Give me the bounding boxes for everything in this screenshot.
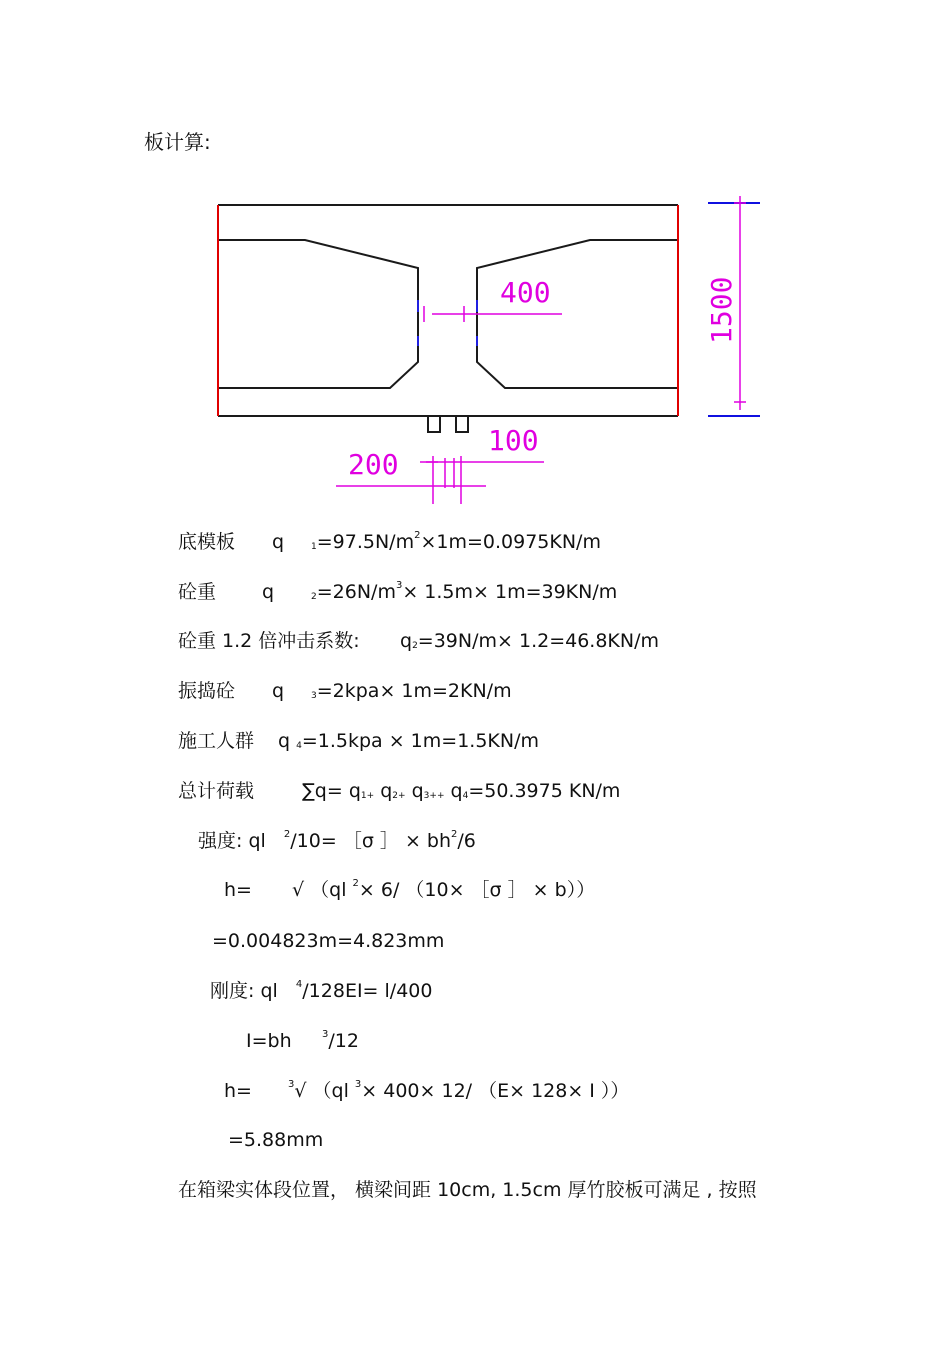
formula-stiffness: 刚度: ql $^4$/128EI= l/400 (210, 979, 433, 1002)
inertia-label: I=bh (246, 1030, 292, 1052)
formula-expression: $^3$√ （ql $^3$× 400× 12/ （E× 128× I ）） (288, 1079, 630, 1102)
formula-expression: q2=39N/m× 1.2=46.8KN/m (400, 630, 659, 652)
label-impact-factor: 砼重 1.2 倍冲击系数: (178, 630, 360, 652)
formula-expression: $^3$/12 (322, 1029, 359, 1052)
label-construction-crowd: 施工人群 (178, 730, 255, 752)
formula-expression: √ （ql $^2$× 6/ （10× ［σ ］ × b）） (292, 878, 596, 901)
formula-strength: 强度: ql $^2$/10= ［σ ］ × $bh^2/6$ (198, 829, 476, 852)
section-title: 板计算: (144, 130, 211, 154)
h-label: h= (224, 879, 252, 901)
q-symbol: q (262, 581, 275, 603)
dim-400-label: 400 (500, 276, 551, 309)
q-symbol: q (272, 680, 285, 702)
formula-expression: $1=97.5N/m^2\times 1m=0.0975KN/m$ (311, 530, 601, 553)
conclusion-paragraph: 在箱梁实体段位置， 横梁间距 10cm, 1.5cm 厚竹胶板可满足 , 按照 (178, 1179, 757, 1201)
formula-expression: ∑q= q1+ q2+ q3++ q4=50.3975 KN/m (302, 780, 621, 802)
formula-expression: q 4=1.5kpa × 1m=1.5KN/m (278, 730, 540, 752)
dim-1500-label: 1500 (705, 276, 738, 344)
label-concrete-weight: 砼重 (178, 581, 217, 603)
red-edges (218, 205, 678, 416)
result-strength: =0.004823m=4.823mm (212, 930, 445, 952)
formula-expression: $2=26N/m^3\times 1.5m\times 1m=39KN/m$ (311, 580, 618, 603)
label-vibration: 振捣砼 (178, 680, 236, 702)
q-symbol: q (272, 531, 285, 553)
label-bottom-formwork: 底模板 (178, 531, 236, 553)
formula-expression: 3=2kpa× 1m=2KN/m (311, 680, 512, 702)
dim-100-label: 100 (488, 424, 539, 457)
dim-200-label: 200 (348, 448, 399, 481)
result-stiffness: =5.88mm (228, 1129, 324, 1151)
label-total-load: 总计荷载 (178, 780, 255, 802)
girder-outline (218, 205, 678, 432)
h-label: h= (224, 1080, 252, 1102)
void-blue-ticks (418, 300, 477, 346)
box-girder-cross-section-figure (0, 0, 950, 520)
